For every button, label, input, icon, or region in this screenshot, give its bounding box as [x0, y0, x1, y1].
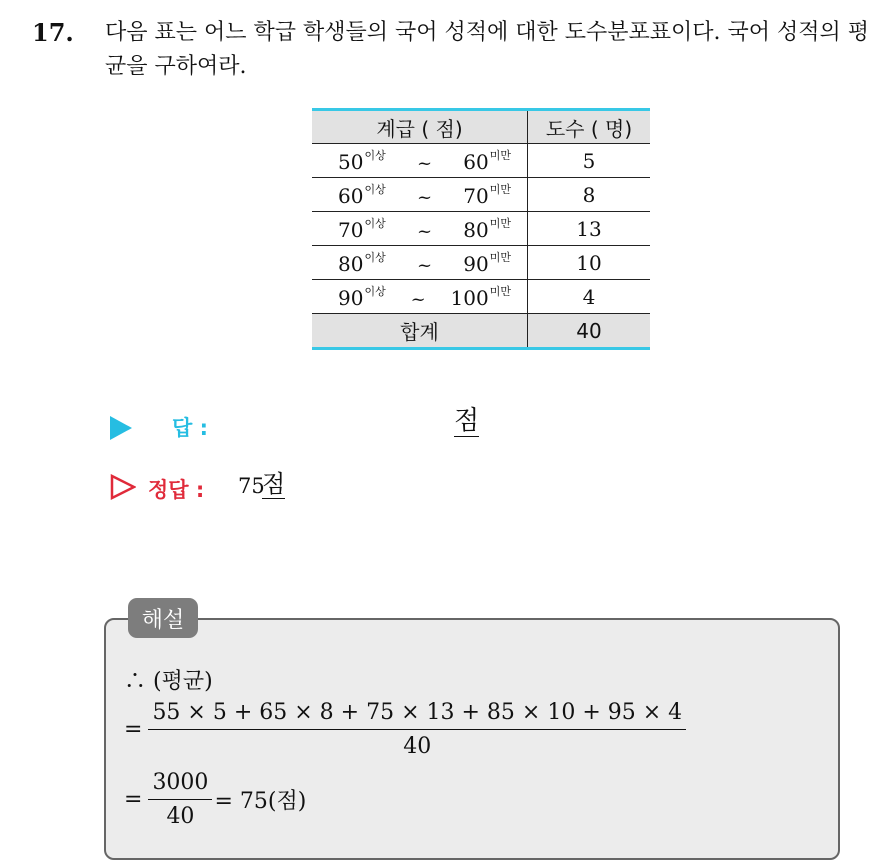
class-from: 60	[338, 184, 364, 208]
total-value: 40	[528, 314, 651, 349]
answer-blank-unit[interactable]: 점	[454, 406, 480, 436]
total-label: 합계	[312, 314, 528, 349]
correct-unit: 점	[262, 470, 286, 498]
correct-label: 정답 :	[148, 478, 205, 502]
upper-suffix: 미만	[489, 285, 511, 298]
class-cell	[312, 280, 528, 314]
lower-suffix: 이상	[364, 285, 386, 298]
tilde: ~	[410, 289, 426, 310]
solution-equation-2	[124, 770, 306, 829]
table-total-row	[312, 314, 650, 349]
table-row	[312, 178, 650, 212]
fraction	[150, 700, 684, 759]
class-from: 50	[338, 150, 364, 174]
class-to: 80	[463, 218, 489, 242]
denominator: 40	[148, 799, 212, 829]
table-row	[312, 280, 650, 314]
class-to: 90	[463, 252, 489, 276]
solution-equation-1	[124, 700, 688, 759]
class-from: 80	[338, 252, 364, 276]
tilde: ~	[416, 255, 433, 276]
count-cell: 5	[528, 144, 651, 178]
tilde: ~	[416, 187, 433, 208]
tilde: ~	[416, 221, 433, 242]
upper-suffix: 미만	[489, 251, 511, 264]
count-cell: 13	[528, 212, 651, 246]
class-to: 100	[450, 286, 489, 310]
tilde: ~	[416, 153, 433, 174]
lower-suffix: 이상	[364, 149, 386, 162]
table-row	[312, 144, 650, 178]
lower-suffix: 이상	[364, 251, 386, 264]
answer-label: 답 :	[172, 416, 208, 440]
count-cell: 10	[528, 246, 651, 280]
lower-suffix: 이상	[364, 217, 386, 230]
correct-answer-row	[110, 472, 510, 504]
table-header-row	[312, 110, 650, 144]
outline-triangle-icon	[110, 474, 136, 500]
solution-tag: 해설	[128, 598, 198, 638]
table-row	[312, 246, 650, 280]
class-cell	[312, 212, 528, 246]
numerator: 55 × 5 + 65 × 8 + 75 × 13 + 85 × 10 + 95 × 4	[152, 700, 683, 725]
frequency-table	[312, 108, 650, 350]
question-number: 17.	[32, 18, 74, 47]
answer-row	[110, 406, 510, 444]
class-from: 90	[338, 286, 364, 310]
upper-suffix: 미만	[489, 183, 511, 196]
equals-sign: =	[124, 717, 143, 742]
equals-sign: =	[124, 787, 143, 812]
table-row	[312, 212, 650, 246]
fraction	[150, 770, 210, 829]
class-to: 70	[463, 184, 489, 208]
correct-value: 75	[238, 474, 265, 498]
result: = 75(점)	[214, 789, 307, 814]
question-text: 다음 표는 어느 학급 학생들의 국어 성적에 대한 도수분포표이다. 국어 성적의 평균을 구하여라.	[105, 20, 869, 79]
count-cell: 4	[528, 280, 651, 314]
solution-line-1: ∴ (평균)	[124, 669, 213, 694]
upper-suffix: 미만	[489, 149, 511, 162]
count-cell: 8	[528, 178, 651, 212]
class-from: 70	[338, 218, 364, 242]
numerator: 3000	[152, 770, 209, 795]
denominator: 40	[148, 729, 686, 759]
upper-suffix: 미만	[489, 217, 511, 230]
class-cell	[312, 144, 528, 178]
play-triangle-icon	[110, 416, 132, 440]
class-cell	[312, 246, 528, 280]
header-frequency: 도수 ( 명)	[528, 110, 651, 144]
header-class: 계급 ( 점)	[312, 110, 528, 144]
lower-suffix: 이상	[364, 183, 386, 196]
class-to: 60	[463, 150, 489, 174]
class-cell	[312, 178, 528, 212]
